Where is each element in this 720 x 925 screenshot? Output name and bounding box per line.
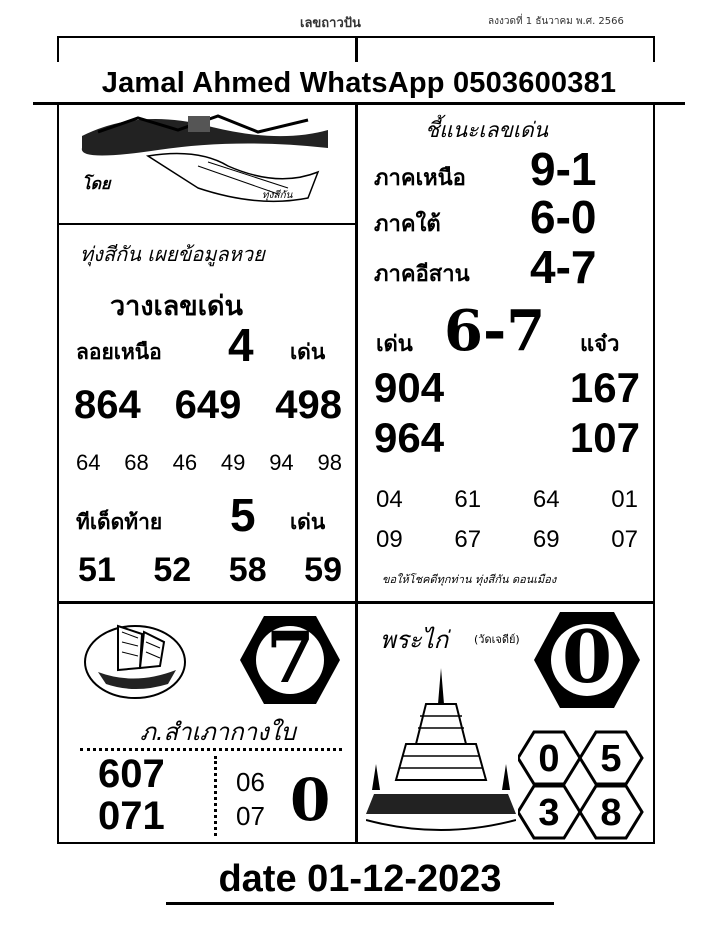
three-digit: 167 [569,364,640,411]
left-bottom-caption: ภ.สำเภากางใบ [140,718,296,746]
lead-label: เด่น [376,332,413,357]
sign-name: ทุ่งสีกัน [262,190,293,201]
two-digit: 07 [611,526,638,553]
right-two-row-1 [376,486,638,514]
two-digit: 09 [376,526,403,553]
three-digit: 964 [374,414,445,461]
whatsapp-banner: Jamal Ahmed WhatsApp 0503600381 [33,62,685,104]
center-divider [355,36,358,844]
two-digit: 98 [317,450,342,475]
right-bottom-sub: (วัดเจดีย์) [474,633,520,646]
region-label: ภาคอีสาน [374,262,470,287]
banner-underline [33,102,685,105]
two-digit: 07 [236,801,265,831]
two-digit: 61 [454,486,482,513]
tail-number-row [78,551,342,590]
grid-number: 0 [538,738,560,780]
region-label: ภาคใต้ [374,212,441,237]
header-title: เลขถาวปัน [300,16,361,31]
three-digit: 904 [374,364,445,411]
three-digit: 607 [98,752,165,796]
three-digit: 071 [98,794,165,838]
three-digit: 498 [275,383,342,427]
tail-pair: 51 [78,551,116,589]
grid-number: 5 [600,738,622,780]
dotted-vertical [214,756,217,836]
tail-number: 5 [230,489,256,541]
lead-suffix: แจ๋ว [580,332,620,357]
date-underline [166,902,554,905]
two-digit: 49 [220,450,246,475]
three-digit: 864 [74,383,141,427]
grid-number: 8 [600,792,622,834]
tail-pair: 52 [153,551,192,589]
left-top-divider [57,223,355,225]
region-label: ภาคเหนือ [374,166,466,191]
dotted-divider [80,748,342,751]
right-two-row-2 [376,526,638,554]
three-digit: 107 [569,414,640,461]
tail-suffix: เด่น [290,510,326,534]
right-three-row-1 [374,364,640,412]
two-digit-row [76,450,342,476]
two-digit: 64 [76,450,101,475]
scroll-illustration [78,108,340,218]
right-footer: ขอให้โชคดีทุกท่าน ทุ่งสีกัน ดอนเมือง [382,573,557,586]
right-title: ชี้แนะเลขเด่น [425,118,548,142]
two-digit: 64 [532,486,560,513]
pagoda-illustration [366,664,516,834]
junk-boat-illustration [80,612,190,702]
three-digit-row [74,383,342,428]
region-value: 6-0 [530,191,597,243]
tail-label: ทีเด็ดท้าย [76,510,163,534]
hexagon-zero-number: 0 [561,614,613,699]
hexagon-seven-number: 7 [266,616,315,699]
tail-pair: 58 [228,551,267,589]
lead-value: 6-7 [444,298,546,364]
single-digit: 0 [290,766,331,834]
two-digit: 06 [236,767,265,797]
left-heading: วางเลขเด่น [110,291,243,322]
sign-label: โดย [82,174,111,193]
region-value: 9-1 [530,143,597,195]
float-suffix: เด่น [290,340,326,364]
date-label: date 01-12-2023 [218,858,502,900]
three-digit: 649 [174,383,242,427]
left-title: ทุ่งสีกัน เผยข้อมูลหวย [80,242,265,266]
region-value: 4-7 [530,241,597,293]
two-digit: 46 [172,450,198,475]
two-digit: 01 [611,486,638,513]
right-bottom-title: พระไก่ [380,626,449,654]
two-digit: 69 [532,526,560,553]
float-label: ลอยเหนือ [76,340,162,364]
two-digit: 94 [269,450,294,475]
float-number: 4 [228,319,254,371]
two-digit: 04 [376,486,403,513]
two-digit: 68 [124,450,149,475]
tail-pair: 59 [304,551,342,589]
header-date: ลงงวดที่ 1 ธันวาคม พ.ศ. 2566 [488,16,624,27]
bottom-divider [57,601,655,604]
right-three-row-2 [374,414,640,462]
two-digit: 67 [454,526,482,553]
grid-number: 3 [538,792,560,834]
